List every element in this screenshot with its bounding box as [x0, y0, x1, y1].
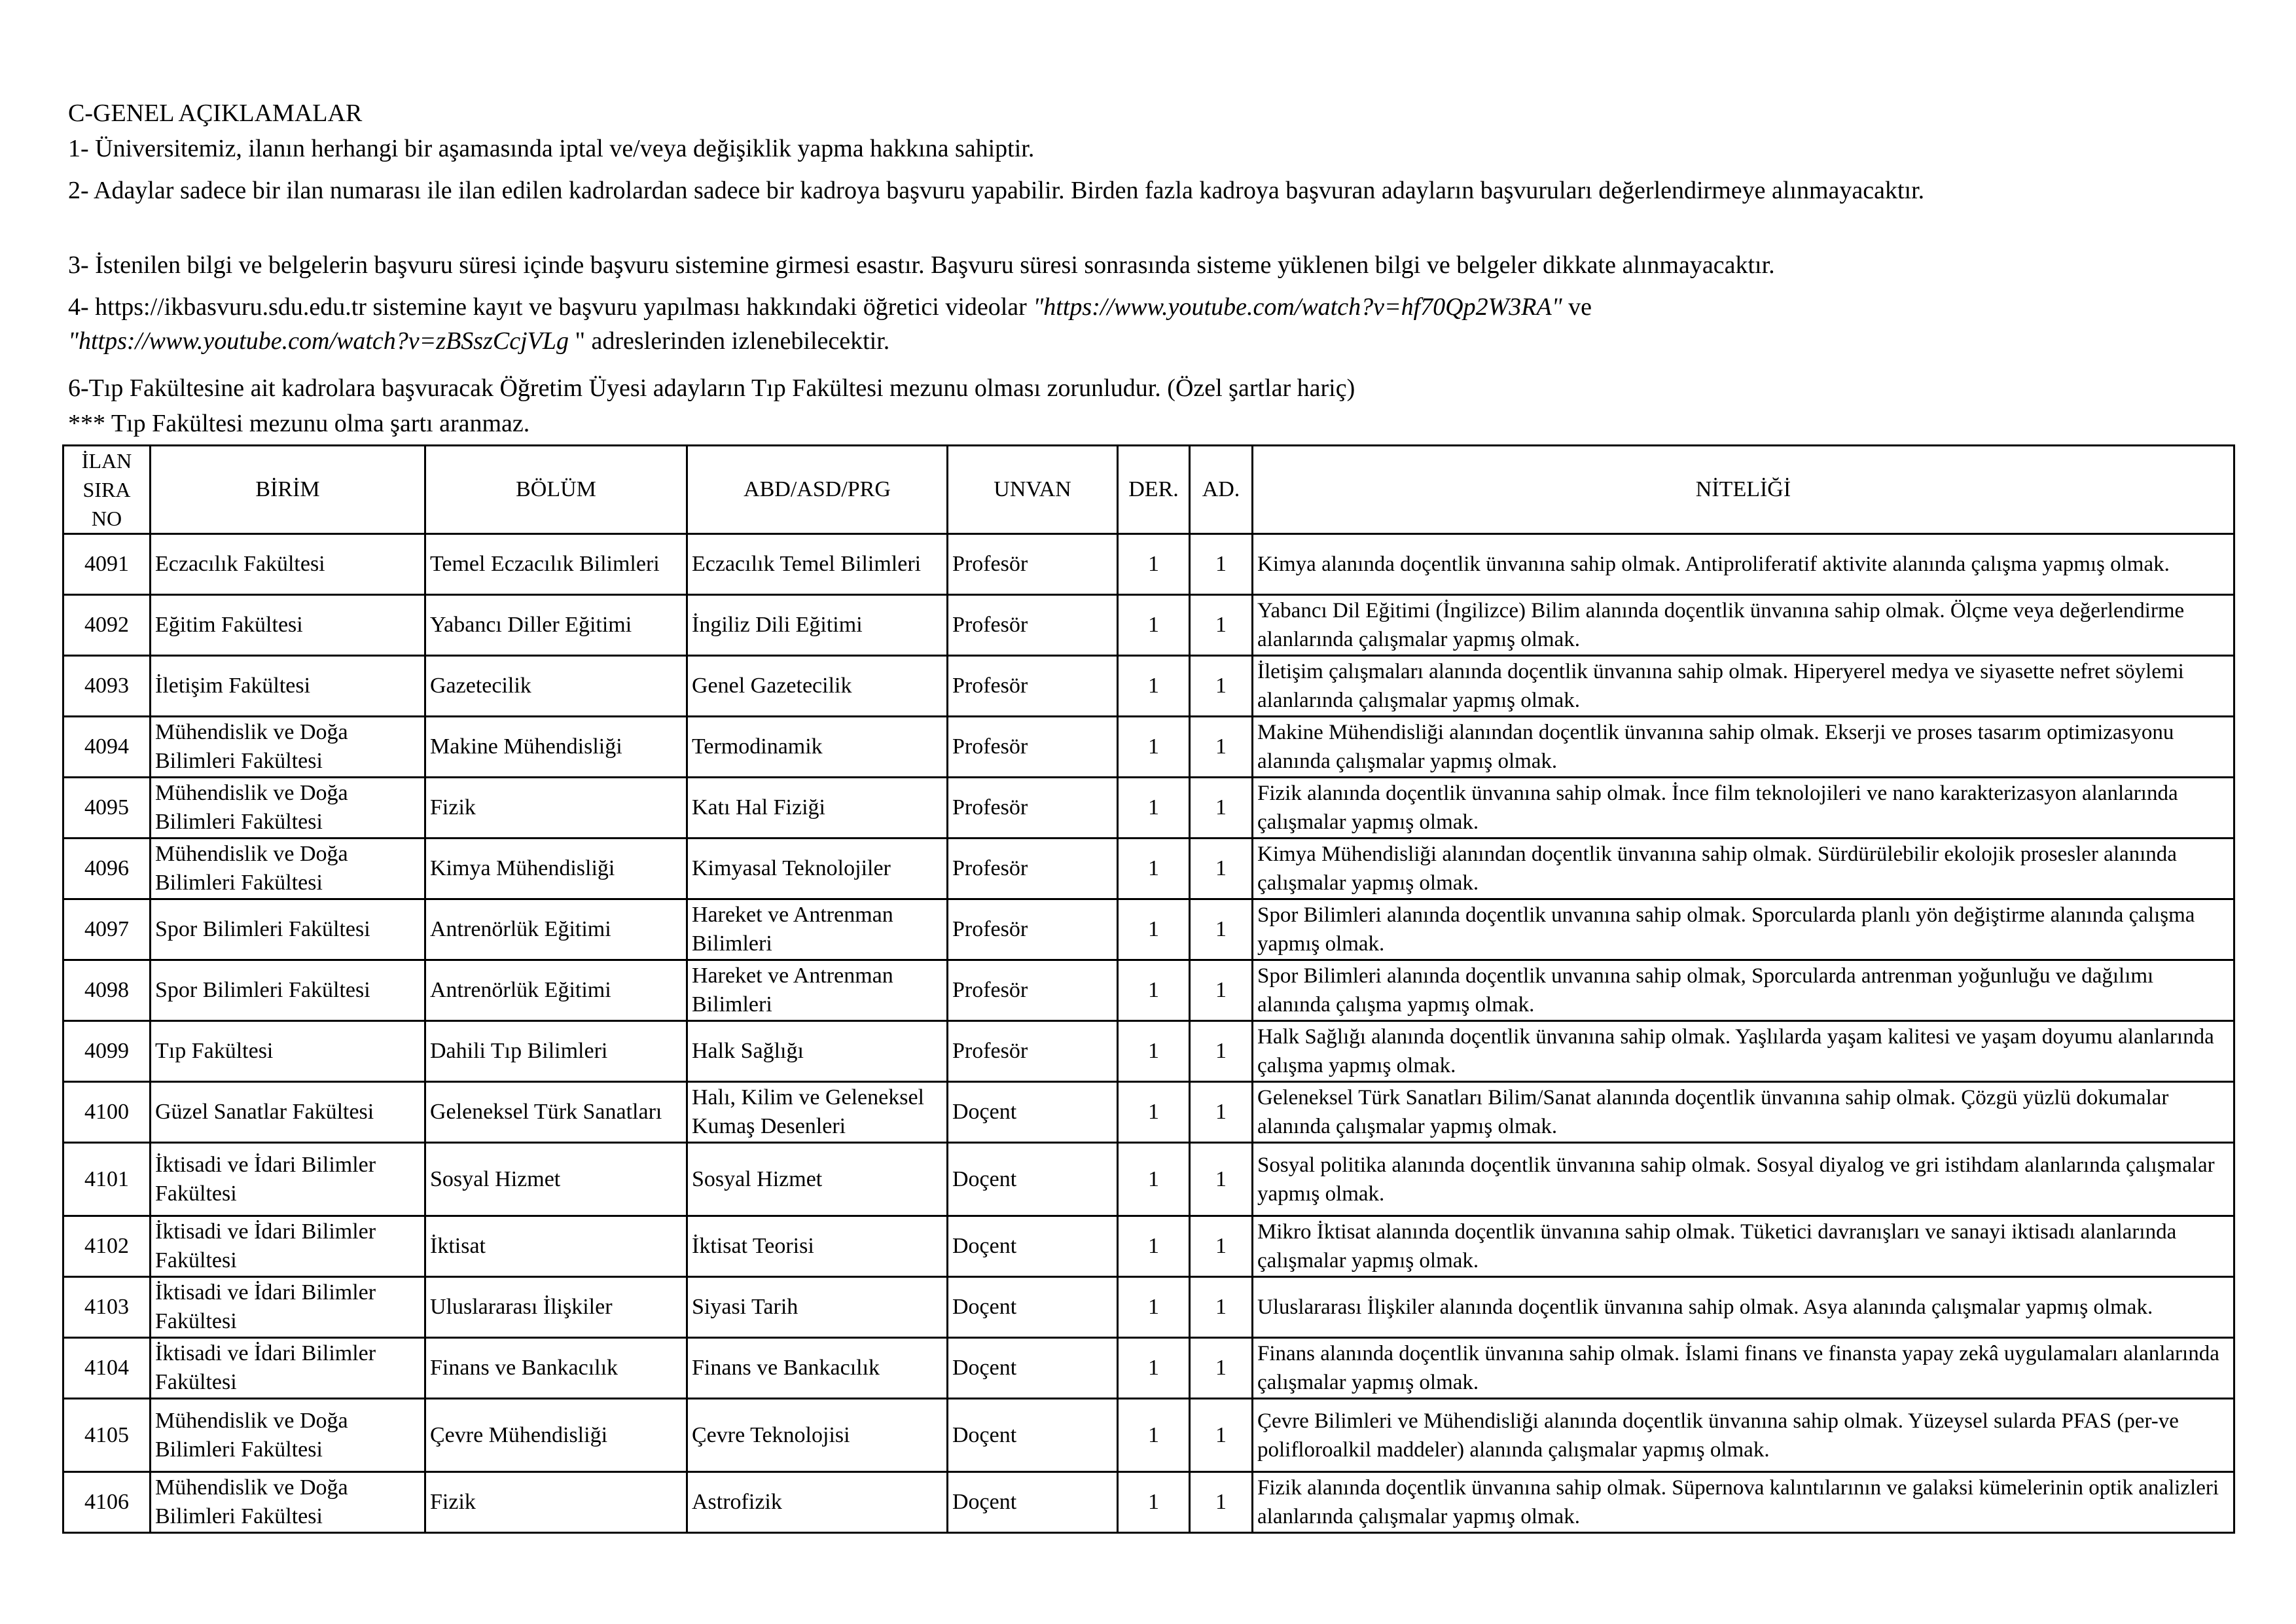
- cell-bolum: Dahili Tıp Bilimleri: [425, 1021, 687, 1082]
- cell-derece: 1: [1118, 717, 1190, 778]
- cell-abd: Astrofizik: [687, 1472, 948, 1533]
- cell-abd: Hareket ve Antrenman Bilimleri: [687, 960, 948, 1021]
- cell-abd: Çevre Teknolojisi: [687, 1399, 948, 1472]
- cell-derece: 1: [1118, 1472, 1190, 1533]
- cell-nitelik: İletişim çalışmaları alanında doçentlik ünvanına sahip olmak. Hiperyerel medya ve siyasette nefret söylemi alanlarında çalışmalar yapmış olmak.: [1253, 656, 2234, 717]
- cell-unvan: Doçent: [948, 1277, 1118, 1338]
- cell-ilan-no: 4106: [63, 1472, 151, 1533]
- cell-derece: 1: [1118, 778, 1190, 839]
- cell-birim: Mühendislik ve Doğa Bilimleri Fakültesi: [151, 717, 425, 778]
- video-link-2[interactable]: "https://www.youtube.com/watch?v=zBSszCcjVLg: [68, 327, 569, 355]
- cell-abd: Katı Hal Fiziği: [687, 778, 948, 839]
- cell-unvan: Doçent: [948, 1216, 1118, 1277]
- cell-abd: Halı, Kilim ve Geleneksel Kumaş Desenleri: [687, 1082, 948, 1143]
- cell-birim: Mühendislik ve Doğa Bilimleri Fakültesi: [151, 839, 425, 899]
- cell-unvan: Doçent: [948, 1472, 1118, 1533]
- cell-bolum: Çevre Mühendisliği: [425, 1399, 687, 1472]
- cell-adet: 1: [1190, 1338, 1253, 1399]
- note-item-4-and: ve: [1562, 293, 1592, 321]
- cell-bolum: Uluslararası İlişkiler: [425, 1277, 687, 1338]
- cell-adet: 1: [1190, 1082, 1253, 1143]
- cell-abd: Termodinamik: [687, 717, 948, 778]
- cell-birim: Mühendislik ve Doğa Bilimleri Fakültesi: [151, 778, 425, 839]
- cell-abd: Hareket ve Antrenman Bilimleri: [687, 899, 948, 960]
- cell-abd: Siyasi Tarih: [687, 1277, 948, 1338]
- cell-ilan-no: 4101: [63, 1143, 151, 1216]
- cell-nitelik: Uluslararası İlişkiler alanında doçentlik ünvanına sahip olmak. Asya alanında çalışmalar yapmış olmak.: [1253, 1277, 2234, 1338]
- cell-abd: Eczacılık Temel Bilimleri: [687, 534, 948, 595]
- notes-title: C-GENEL AÇIKLAMALAR: [68, 99, 363, 127]
- header-birim: BİRİM: [151, 446, 425, 534]
- cell-nitelik: Kimya alanında doçentlik ünvanına sahip olmak. Antiproliferatif aktivite alanında çalışma yapmış olmak.: [1253, 534, 2234, 595]
- cell-adet: 1: [1190, 839, 1253, 899]
- cell-unvan: Profesör: [948, 595, 1118, 656]
- cell-nitelik: Çevre Bilimleri ve Mühendisliği alanında doçentlik ünvanına sahip olmak. Yüzeysel sularda PFAS (per-ve polifloroalkil maddeler) alanında çalışmalar yapmış olmak.: [1253, 1399, 2234, 1472]
- cell-bolum: Finans ve Bankacılık: [425, 1338, 687, 1399]
- cell-adet: 1: [1190, 1021, 1253, 1082]
- cell-derece: 1: [1118, 1143, 1190, 1216]
- table-row: [63, 534, 2234, 595]
- table-row: [63, 1082, 2234, 1143]
- cell-ilan-no: 4097: [63, 899, 151, 960]
- cell-birim: Eczacılık Fakültesi: [151, 534, 425, 595]
- note-item-2: 2- Adaylar sadece bir ilan numarası ile ilan edilen kadrolardan sadece bir kadroya başvuru yapabilir. Birden fazla kadroya başvuran adayların başvuruları değerlendirmeye alınmayacaktır.: [68, 177, 1925, 204]
- video-link-1[interactable]: "https://www.youtube.com/watch?v=hf70Qp2W3RA": [1033, 293, 1562, 321]
- cell-nitelik: Fizik alanında doçentlik ünvanına sahip olmak. Süpernova kalıntılarının ve galaksi kümelerinin optik analizleri alanlarında çalışmalar yapmış olmak.: [1253, 1472, 2234, 1533]
- cell-abd: Genel Gazetecilik: [687, 656, 948, 717]
- cell-nitelik: Halk Sağlığı alanında doçentlik ünvanına sahip olmak. Yaşlılarda yaşam kalitesi ve yaşam doyumu alanlarında çalışma yapmış olmak.: [1253, 1021, 2234, 1082]
- table-row: [63, 1143, 2234, 1216]
- cell-adet: 1: [1190, 1143, 1253, 1216]
- cell-nitelik: Fizik alanında doçentlik ünvanına sahip olmak. İnce film teknolojileri ve nano karakterizasyon alanlarında çalışmalar yapmış olmak.: [1253, 778, 2234, 839]
- table-header-row: [63, 446, 2234, 534]
- table-row: [63, 656, 2234, 717]
- header-unvan: UNVAN: [948, 446, 1118, 534]
- cell-ilan-no: 4091: [63, 534, 151, 595]
- cell-bolum: Geleneksel Türk Sanatları: [425, 1082, 687, 1143]
- positions-table: [62, 444, 2235, 1534]
- cell-birim: Mühendislik ve Doğa Bilimleri Fakültesi: [151, 1472, 425, 1533]
- table-row: [63, 1399, 2234, 1472]
- cell-nitelik: Sosyal politika alanında doçentlik ünvanına sahip olmak. Sosyal diyalog ve gri istihdam alanlarında çalışmalar yapmış olmak.: [1253, 1143, 2234, 1216]
- cell-derece: 1: [1118, 1021, 1190, 1082]
- cell-unvan: Profesör: [948, 656, 1118, 717]
- cell-ilan-no: 4104: [63, 1338, 151, 1399]
- cell-adet: 1: [1190, 1216, 1253, 1277]
- header-bolum: BÖLÜM: [425, 446, 687, 534]
- cell-adet: 1: [1190, 1277, 1253, 1338]
- cell-derece: 1: [1118, 1277, 1190, 1338]
- cell-unvan: Profesör: [948, 717, 1118, 778]
- note-item-star: *** Tıp Fakültesi mezunu olma şartı aranmaz.: [68, 410, 530, 437]
- cell-bolum: Gazetecilik: [425, 656, 687, 717]
- cell-ilan-no: 4093: [63, 656, 151, 717]
- cell-birim: İktisadi ve İdari Bilimler Fakültesi: [151, 1143, 425, 1216]
- cell-ilan-no: 4096: [63, 839, 151, 899]
- cell-nitelik: Mikro İktisat alanında doçentlik ünvanına sahip olmak. Tüketici davranışları ve sanayi iktisadı alanlarında çalışmalar yapmış olmak.: [1253, 1216, 2234, 1277]
- cell-birim: İktisadi ve İdari Bilimler Fakültesi: [151, 1216, 425, 1277]
- cell-unvan: Doçent: [948, 1399, 1118, 1472]
- cell-nitelik: Spor Bilimleri alanında doçentlik unvanına sahip olmak, Sporcularda antrenman yoğunluğu ve dağılımı alanında çalışma yapmış olmak.: [1253, 960, 2234, 1021]
- cell-abd: Kimyasal Teknolojiler: [687, 839, 948, 899]
- cell-abd: İktisat Teorisi: [687, 1216, 948, 1277]
- cell-derece: 1: [1118, 656, 1190, 717]
- cell-ilan-no: 4103: [63, 1277, 151, 1338]
- table-row: [63, 778, 2234, 839]
- cell-ilan-no: 4098: [63, 960, 151, 1021]
- cell-unvan: Profesör: [948, 899, 1118, 960]
- cell-birim: İktisadi ve İdari Bilimler Fakültesi: [151, 1338, 425, 1399]
- table-row: [63, 1021, 2234, 1082]
- cell-bolum: Sosyal Hizmet: [425, 1143, 687, 1216]
- cell-nitelik: Kimya Mühendisliği alanından doçentlik ünvanına sahip olmak. Sürdürülebilir ekolojik prosesler alanında çalışmalar yapmış olmak.: [1253, 839, 2234, 899]
- cell-abd: Sosyal Hizmet: [687, 1143, 948, 1216]
- cell-nitelik: Spor Bilimleri alanında doçentlik unvanına sahip olmak. Sporcularda planlı yön değiştirme alanında çalışma yapmış olmak.: [1253, 899, 2234, 960]
- table-row: [63, 595, 2234, 656]
- cell-derece: 1: [1118, 595, 1190, 656]
- cell-nitelik: Geleneksel Türk Sanatları Bilim/Sanat alanında doçentlik ünvanına sahip olmak. Çözgü yüzlü dokumalar alanında çalışmalar yapmış olmak.: [1253, 1082, 2234, 1143]
- cell-derece: 1: [1118, 1216, 1190, 1277]
- table-row: [63, 839, 2234, 899]
- cell-bolum: İktisat: [425, 1216, 687, 1277]
- cell-ilan-no: 4100: [63, 1082, 151, 1143]
- cell-adet: 1: [1190, 778, 1253, 839]
- cell-ilan-no: 4095: [63, 778, 151, 839]
- cell-birim: Spor Bilimleri Fakültesi: [151, 960, 425, 1021]
- cell-ilan-no: 4102: [63, 1216, 151, 1277]
- cell-unvan: Profesör: [948, 778, 1118, 839]
- cell-birim: Tıp Fakültesi: [151, 1021, 425, 1082]
- note-item-3: 3- İstenilen bilgi ve belgelerin başvuru süresi içinde başvuru sistemine girmesi esastır. Başvuru süresi sonrasında sisteme yüklenen bilgi ve belgeler dikkate alınmayacaktır.: [68, 251, 1775, 279]
- table-row: [63, 1216, 2234, 1277]
- cell-unvan: Doçent: [948, 1338, 1118, 1399]
- cell-adet: 1: [1190, 717, 1253, 778]
- cell-adet: 1: [1190, 1472, 1253, 1533]
- cell-unvan: Profesör: [948, 534, 1118, 595]
- note-item-4-text: 4- https://ikbasvuru.sdu.edu.tr sistemine kayıt ve başvuru yapılması hakkındaki öğretici videolar: [68, 293, 1033, 321]
- header-nitelik: NİTELİĞİ: [1253, 446, 2234, 534]
- table-row: [63, 1472, 2234, 1533]
- cell-birim: Güzel Sanatlar Fakültesi: [151, 1082, 425, 1143]
- cell-abd: İngiliz Dili Eğitimi: [687, 595, 948, 656]
- header-adet: AD.: [1190, 446, 1253, 534]
- cell-ilan-no: 4105: [63, 1399, 151, 1472]
- header-derece: DER.: [1118, 446, 1190, 534]
- table-row: [63, 717, 2234, 778]
- note-item-4: [68, 292, 1592, 322]
- cell-abd: Halk Sağlığı: [687, 1021, 948, 1082]
- cell-derece: 1: [1118, 1399, 1190, 1472]
- cell-derece: 1: [1118, 899, 1190, 960]
- cell-bolum: Temel Eczacılık Bilimleri: [425, 534, 687, 595]
- cell-birim: İktisadi ve İdari Bilimler Fakültesi: [151, 1277, 425, 1338]
- header-abd: ABD/ASD/PRG: [687, 446, 948, 534]
- table-row: [63, 899, 2234, 960]
- cell-derece: 1: [1118, 839, 1190, 899]
- cell-adet: 1: [1190, 1399, 1253, 1472]
- cell-nitelik: Yabancı Dil Eğitimi (İngilizce) Bilim alanında doçentlik ünvanına sahip olmak. Ölçme veya değerlendirme alanlarında çalışmalar yapmış olmak.: [1253, 595, 2234, 656]
- cell-derece: 1: [1118, 1338, 1190, 1399]
- cell-adet: 1: [1190, 960, 1253, 1021]
- cell-adet: 1: [1190, 595, 1253, 656]
- note-item-6: 6-Tıp Fakültesine ait kadrolara başvuracak Öğretim Üyesi adayların Tıp Fakültesi mezunu olması zorunludur. (Özel şartlar hariç): [68, 374, 1355, 402]
- cell-unvan: Doçent: [948, 1082, 1118, 1143]
- table-row: [63, 960, 2234, 1021]
- cell-unvan: Profesör: [948, 960, 1118, 1021]
- cell-ilan-no: 4092: [63, 595, 151, 656]
- table-row: [63, 1277, 2234, 1338]
- cell-ilan-no: 4099: [63, 1021, 151, 1082]
- cell-derece: 1: [1118, 1082, 1190, 1143]
- note-item-4-suffix: " adreslerinden izlenebilecektir.: [568, 327, 890, 355]
- cell-unvan: Profesör: [948, 839, 1118, 899]
- cell-nitelik: Makine Mühendisliği alanından doçentlik ünvanına sahip olmak. Ekserji ve proses tasarım optimizasyonu alanında çalışmalar yapmış olmak.: [1253, 717, 2234, 778]
- cell-birim: İletişim Fakültesi: [151, 656, 425, 717]
- note-item-1: 1- Üniversitemiz, ilanın herhangi bir aşamasında iptal ve/veya değişiklik yapma hakkına sahiptir.: [68, 135, 1035, 162]
- cell-adet: 1: [1190, 656, 1253, 717]
- cell-bolum: Fizik: [425, 778, 687, 839]
- cell-bolum: Kimya Mühendisliği: [425, 839, 687, 899]
- cell-derece: 1: [1118, 534, 1190, 595]
- cell-birim: Spor Bilimleri Fakültesi: [151, 899, 425, 960]
- cell-unvan: Doçent: [948, 1143, 1118, 1216]
- cell-bolum: Antrenörlük Eğitimi: [425, 960, 687, 1021]
- cell-adet: 1: [1190, 534, 1253, 595]
- cell-bolum: Makine Mühendisliği: [425, 717, 687, 778]
- cell-ilan-no: 4094: [63, 717, 151, 778]
- cell-abd: Finans ve Bankacılık: [687, 1338, 948, 1399]
- cell-bolum: Yabancı Diller Eğitimi: [425, 595, 687, 656]
- note-item-4-cont: [68, 326, 889, 356]
- cell-birim: Mühendislik ve Doğa Bilimleri Fakültesi: [151, 1399, 425, 1472]
- cell-nitelik: Finans alanında doçentlik ünvanına sahip olmak. İslami finans ve finansta yapay zekâ uygulamaları alanlarında çalışmalar yapmış olmak.: [1253, 1338, 2234, 1399]
- table-row: [63, 1338, 2234, 1399]
- cell-bolum: Fizik: [425, 1472, 687, 1533]
- header-ilan-sira-no: İLAN SIRA NO: [63, 446, 151, 534]
- cell-adet: 1: [1190, 899, 1253, 960]
- cell-unvan: Profesör: [948, 1021, 1118, 1082]
- cell-birim: Eğitim Fakültesi: [151, 595, 425, 656]
- cell-derece: 1: [1118, 960, 1190, 1021]
- cell-bolum: Antrenörlük Eğitimi: [425, 899, 687, 960]
